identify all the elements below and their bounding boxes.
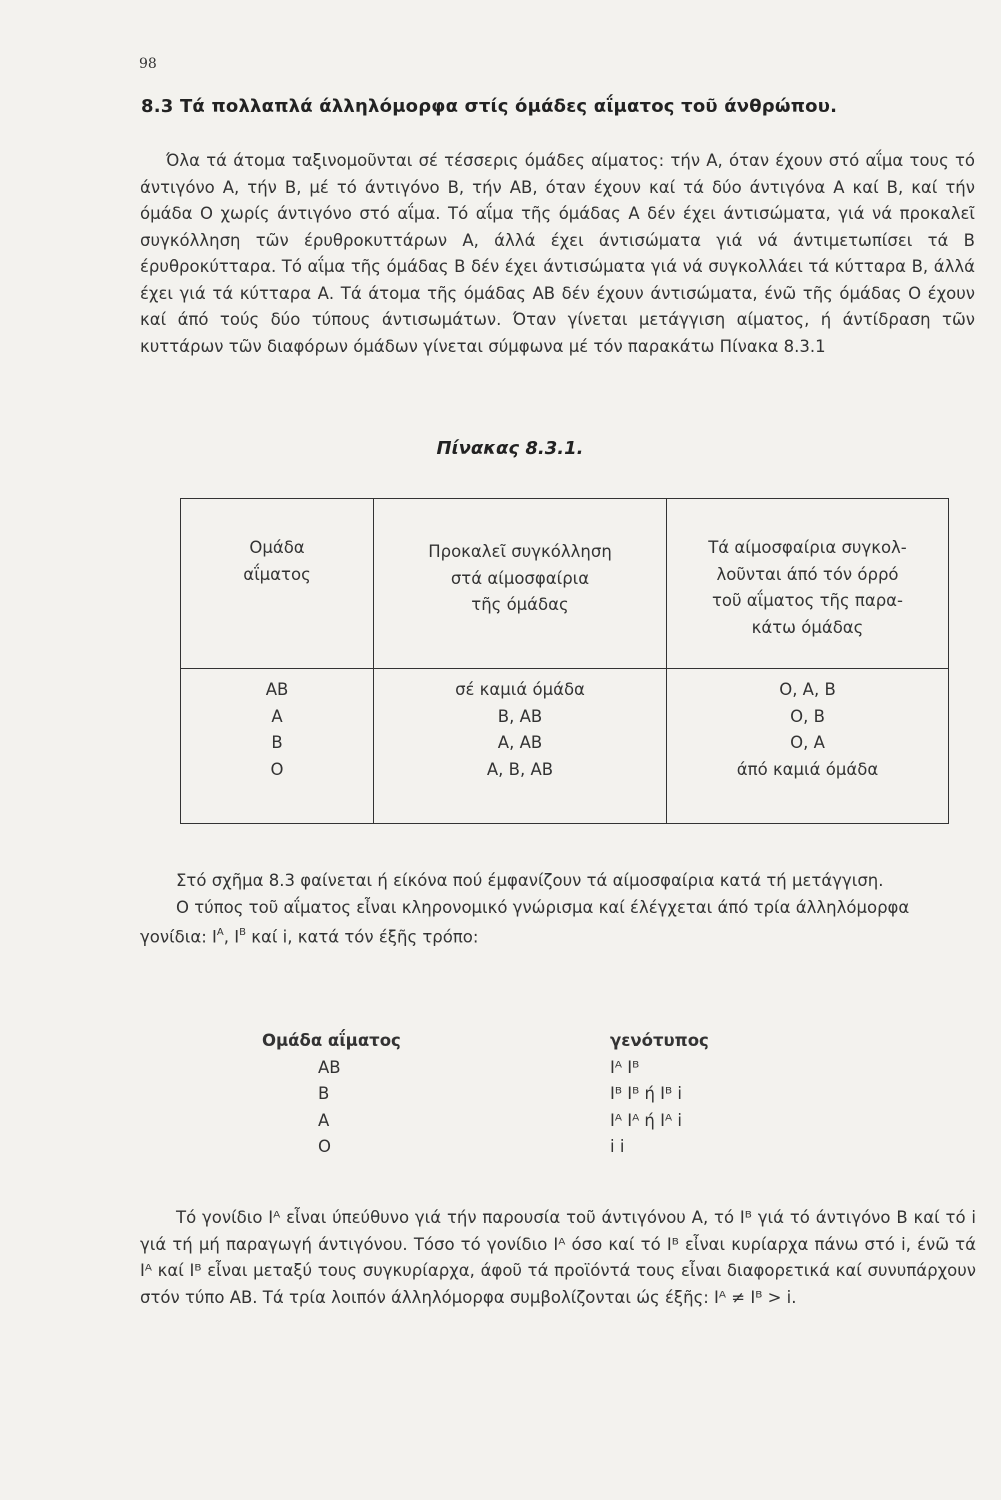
genotype-row	[262, 1134, 782, 1161]
header-agglutinated-by	[667, 499, 949, 669]
figure-sentence: Στό σχῆμα 8.3 φαίνεται ή είκόνα πού έμφανίζουν τά αίμοσφαίρια κατά τή μετάγγιση.	[176, 871, 884, 890]
genotype-group: Β	[318, 1084, 330, 1103]
genotype-header-group: Ομάδα αΐματος	[262, 1031, 401, 1050]
group-value: ΑΒ	[265, 680, 289, 699]
header-agglutinates	[374, 499, 667, 669]
genotype-value: i i	[610, 1137, 625, 1156]
header-line: αΐματος	[243, 564, 311, 584]
genotype-group: Ο	[318, 1137, 331, 1156]
inheritance-text: Ο τύπος τοῦ αΐματος εἶναι κληρονομικό γνώρισμα καί έλέγχεται άπό τρία άλληλόμορφα γονίδια: I	[140, 897, 910, 947]
header-blood-group	[181, 499, 374, 669]
agglutinated-by-value: Ο, Α, Β	[779, 680, 836, 699]
table-header-row	[181, 499, 949, 669]
agglutinates-cell	[374, 669, 667, 824]
header-line: τῆς όμάδας	[471, 595, 569, 614]
header-line: Προκαλεῖ συγκόλληση	[428, 542, 612, 561]
groups-cell	[181, 669, 374, 824]
genotype-header	[262, 1028, 782, 1055]
intro-text: Όλα τά άτομα ταξινομοῦνται σέ τέσσερις όμάδες αίματος: τήν Α, όταν έχουν στό αΐμα τους τό άντιγόνο Α, τήν Β, μέ τό άντιγόνο Β, τήν ΑΒ, όταν έχουν καί τά δύο άντιγόνα Α καί Β, καί τήν όμάδα Ο χωρίς άντιγόνο στό αΐμα. Τό αΐμα τῆς όμάδας Α δέν έχει άντισώματα, γιά νά προκαλεῖ συγκόλληση τῶν έρυθροκυττάρων Α, άλλά έχει άντισώματα γιά νά άντιμετωπίσει τά Β έρυθροκύτταρα. Τό αΐμα τῆς όμάδας Β δέν έχει άντισώματα γιά νά συγκολλάει τά κύτταρα Β, άλλά έχει γιά τά κύτταρα Α. Τά άτομα τῆς όμάδας ΑΒ δέν έχουν άντισώματα, ένῶ τῆς όμάδας Ο έχουν καί άπό τούς δύο τύπους άντισωμάτων. Όταν γίνεται μετάγγιση αίματος, ή άντίδραση τῶν κυττάρων τῶν διαφόρων όμάδων γίνεται σύμφωνα μέ τόν παρακάτω Πίνακα 8.3.1	[140, 151, 975, 356]
section-title: 8.3 Τά πολλαπλά άλληλόμορφα στίς όμάδες αΐματος τοῦ άνθρώπου.	[141, 96, 838, 117]
agglutinates-value: Β, ΑΒ	[497, 706, 543, 726]
agglutinated-by-value: Ο, Α	[790, 733, 825, 752]
genotype-value: Iᴬ Iᴬ ή Iᴬ i	[610, 1110, 682, 1130]
table-body-row	[181, 669, 949, 824]
genotype-value: Iᴮ Iᴮ ή Iᴮ i	[610, 1084, 683, 1103]
intro-paragraph	[140, 148, 975, 360]
allele-b-sup: B	[239, 927, 246, 938]
genotype-row	[262, 1108, 782, 1135]
header-line: στά αίμοσφαίρια	[450, 568, 590, 588]
genotype-list	[262, 1028, 782, 1161]
allele-a-sup: A	[216, 927, 224, 938]
inheritance-text: , I	[223, 927, 240, 947]
closing-text: Τό γονίδιο Iᴬ εἶναι ύπεύθυνο γιά τήν παρουσία τοῦ άντιγόνου Α, τό Iᴮ γιά τό άντιγόνο Β καί τό i γιά τή μή παραγωγή άντιγόνου. Τόσο τό γονίδιο Iᴬ όσο καί τό Iᴮ εἶναι κυρίαρχα πάνω στό i, ένῶ τά Iᴬ καί Iᴮ εἶναι μεταξύ τους συγκυρίαρχα, άφοῦ τά προϊόντά τους εἶναι διαφορετικά καί συνυπάρχουν στόν τύπο ΑΒ. Τά τρία λοιπόν άλληλόμορφα συμβολίζονται ώς έξῆς: Iᴬ ≠ Iᴮ > i.	[140, 1208, 976, 1307]
header-line: τοῦ αΐματος τῆς παρα-	[711, 591, 904, 610]
genotype-row	[262, 1055, 782, 1082]
inheritance-text: καί i, κατά τόν έξῆς τρόπο:	[245, 927, 479, 947]
genotype-header-genotype: γενότυπος	[610, 1031, 709, 1050]
blood-type-table	[180, 498, 949, 824]
agglutinates-value: Α, Β, ΑΒ	[486, 759, 554, 779]
genotype-group: ΑΒ	[318, 1057, 341, 1077]
group-value: Β	[271, 733, 283, 752]
group-value: Α	[271, 706, 283, 726]
header-line: Ομάδα	[249, 538, 305, 557]
header-line: λοῦνται άπό τόν όρρό	[716, 564, 899, 584]
group-value: Ο	[270, 759, 284, 779]
inheritance-sentence	[140, 895, 970, 952]
agglutinated-by-cell	[667, 669, 949, 824]
transfusion-paragraph	[140, 868, 970, 951]
header-line: κάτω όμάδας	[751, 617, 864, 637]
header-line: Τά αίμοσφαίρια συγκολ-	[708, 538, 907, 557]
page-number: 98	[139, 56, 157, 72]
genotype-row	[262, 1081, 782, 1108]
agglutinated-by-value: άπό καμιά όμάδα	[736, 759, 879, 779]
closing-paragraph	[140, 1205, 976, 1311]
genotype-group: Α	[318, 1110, 330, 1130]
agglutinates-value: Α, ΑΒ	[497, 733, 543, 752]
genotype-value: Iᴬ Iᴮ	[610, 1057, 640, 1077]
agglutinates-value: σέ καμιά όμάδα	[455, 680, 585, 699]
table-caption: Πίνακας 8.3.1.	[436, 438, 584, 459]
agglutinated-by-value: Ο, Β	[790, 706, 825, 726]
